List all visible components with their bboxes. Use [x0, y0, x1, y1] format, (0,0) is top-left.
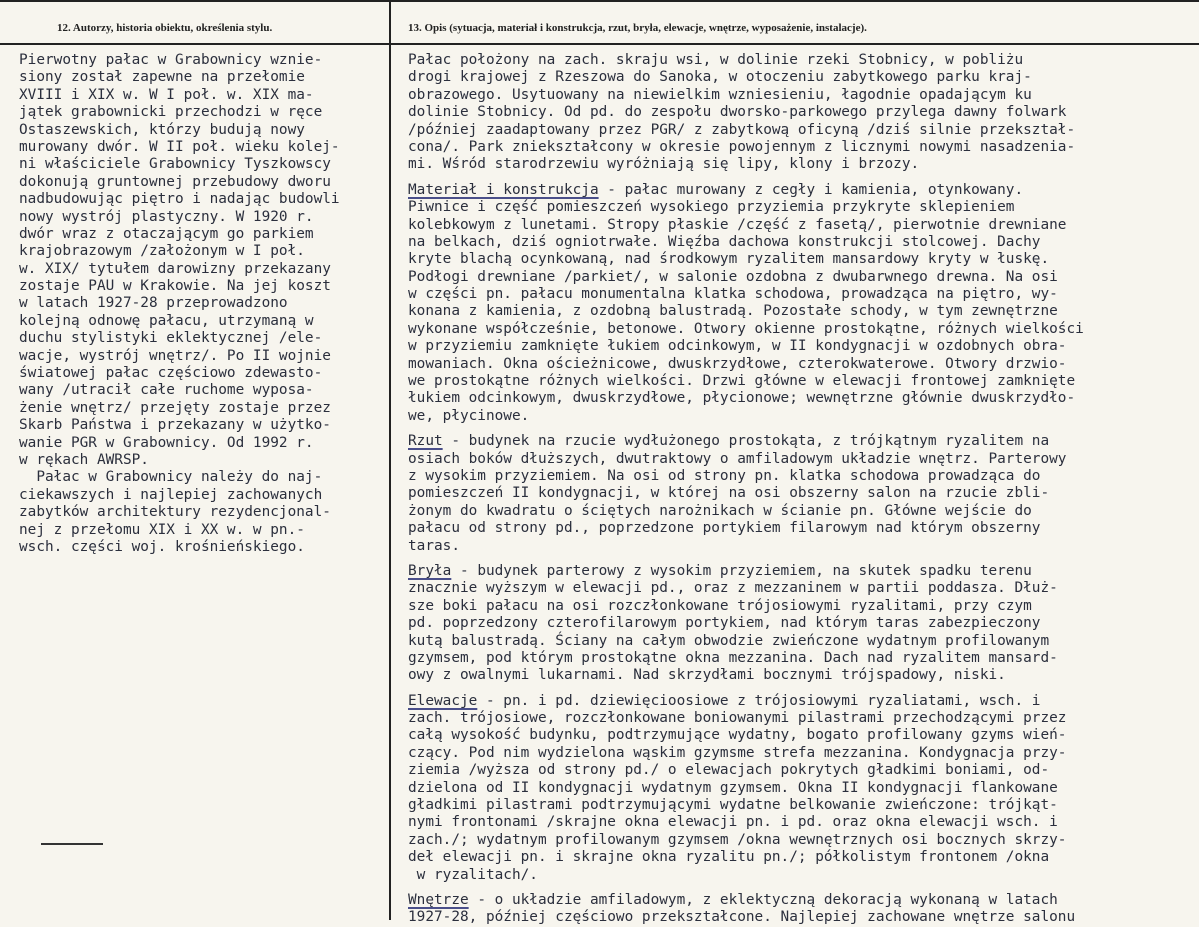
line-text: obrazowego. Usytuowany na niewielkim wzniesieniu, łagodnie opadającym ku — [408, 86, 1032, 103]
line-text: czący. Pod nim wydzielona wąskim gzymsme strefa mezzanina. Kondygnacja przy- — [408, 744, 1067, 761]
right-text-line — [408, 321, 1084, 338]
right-text-line — [408, 182, 1084, 199]
left-text-line: Pałac w Grabownicy należy do naj- — [19, 469, 323, 486]
left-text-line: Pierwotny pałac w Grabownicy wznie- — [19, 52, 323, 68]
right-text-line — [408, 563, 1084, 580]
left-text-line: ciekawszych i najlepiej zachowanych — [19, 486, 323, 503]
right-text-line — [408, 286, 1084, 303]
left-text-line: nowy wystrój plastyczny. W 1920 r. — [19, 208, 314, 225]
line-text: w części pn. pałacu monumentalna klatka schodowa, prowadząca na piętro, wy- — [408, 286, 1058, 303]
right-text-line — [408, 485, 1084, 502]
left-text-line: Ostaszewskich, którzy budują nowy — [19, 121, 305, 138]
line-text: w ryzalitach/. — [408, 866, 538, 883]
line-text: konana z kamienia, z ozdobną balustradą. Pozostałe schody, w tym zewnętrzne — [408, 303, 1058, 320]
right-text-line — [408, 408, 1084, 425]
line-text: kolebkowym z lunetami. Stropy płaskie /część z fasetą/, pierwotnie drewniane — [408, 216, 1067, 233]
right-text-line — [408, 727, 1084, 744]
line-text: z wysokim przyziemiem. Na osi od strony pn. klatka schodowa prowadząca do — [408, 467, 1041, 484]
section-heading: Bryła — [408, 562, 452, 579]
line-text: osiach boków dłuższych, dwutraktowy o amfiladowym układzie wnętrz. Parterowy — [408, 450, 1067, 467]
left-text-line: krajobrazowym /założonym w I poł. — [19, 243, 305, 260]
line-text: pałacu od strony pd., poprzedzone portykiem filarowym nad którym obszerny — [408, 520, 1041, 537]
left-text-line: Skarb Państwa i przekazany w użytko- — [19, 417, 331, 434]
right-text-line — [408, 69, 1084, 86]
line-text: we prostokątne różnych wielkości. Drzwi główne w elewacji frontowej zamknięte — [408, 373, 1076, 390]
line-text: cona/. Park zniekształcony w okresie powojennym z licznymi nowymi nasadzenia- — [408, 138, 1076, 155]
line-text: pomieszczeń II kondygnacji, w której na osi obszerny salon na rzucie zbli- — [408, 485, 1050, 502]
right-text-line — [408, 251, 1084, 268]
left-text-line: XVIII i XIX w. W I poł. w. XIX ma- — [19, 86, 314, 103]
left-text-line: nadbudowując piętro i nadając budowli — [19, 191, 340, 208]
right-text-line — [408, 832, 1084, 849]
line-text: dolinie Stobnicy. Od pd. do zespołu dworsko-parkowego przylega dawny folwark — [408, 104, 1067, 121]
line-text: deł elewacji pn. i skrajne okna ryzalitu pn./; półkolistym frontonem /okna — [408, 849, 1050, 866]
line-text: dzielona od II kondygnacji wydatnym gzymsem. Okna II kondygnacji flankowane — [408, 779, 1058, 796]
left-text-line: zabytków architektury rezydencjonal- — [19, 504, 331, 521]
line-text: wykonane współcześnie, betonowe. Otwory okienne prostokątne, różnych wielkości — [408, 320, 1084, 337]
right-text-line — [408, 710, 1084, 727]
right-text-line — [408, 745, 1084, 762]
right-text-line — [408, 217, 1084, 234]
section-heading: Rzut — [408, 433, 443, 450]
right-text-line — [408, 104, 1084, 121]
line-text: nymi frontonami /skrajne okna elewacji pn. i pd. oraz okna elewacji wsch. i — [408, 814, 1058, 831]
section-gap — [408, 174, 1084, 182]
line-text: pd. poprzedzony czterofilarowym portykiem, nad którym taras zabezpieczony — [408, 615, 1041, 632]
left-text-line: w rękach AWRSP. — [19, 451, 149, 468]
right-text-line — [408, 433, 1084, 450]
right-text-line — [408, 762, 1084, 779]
line-text: - pałac murowany z cegły i kamienia, otynkowany. — [598, 181, 1024, 198]
header-rule — [0, 43, 1199, 45]
left-text-line: światowej pałac częściowo zdewasto- — [19, 365, 323, 382]
left-text-line: dwór wraz z otaczającym go parkiem — [19, 225, 314, 242]
right-text-line — [408, 797, 1084, 814]
line-text: żonym do kwadratu o ściętych narożnikach w ścianie pn. Główne wejście do — [408, 502, 1032, 519]
line-text: gładkimi pilastrami podtrzymującymi wydatne belkowanie zwieńczone: trójkąt- — [408, 797, 1058, 814]
right-text-line — [408, 520, 1084, 537]
line-text: drogi krajowej z Rzeszowa do Sanoka, w otoczeniu zabytkowego parku kraj- — [408, 69, 1032, 86]
right-text-line — [408, 598, 1084, 615]
line-text: łukiem odcinkowym, dwuskrzydłowe, płycionowe; wewnętrzne głównie dwuskrzydło- — [408, 390, 1076, 407]
section-gap — [408, 425, 1084, 433]
right-text-line — [408, 780, 1084, 797]
right-text-line — [408, 892, 1084, 909]
left-text-line: wsch. części woj. krośnieńskiego. — [19, 538, 305, 555]
section-gap — [408, 685, 1084, 693]
right-text-line — [408, 122, 1084, 139]
left-text-line: duchu stylistyki eklektycznej /ele- — [19, 330, 323, 347]
line-text: owy z owalnymi lukarnami. Nad skrzydłami bocznymi trójspadowy, niski. — [408, 667, 1006, 684]
left-text-line: wany /utracił całe ruchome wyposa- — [19, 382, 314, 399]
section-heading: Elewacje — [408, 692, 478, 709]
line-text: we, płycinowe. — [408, 407, 530, 424]
line-text: znacznie wyższym w elewacji pd., oraz z mezzaninem w partii poddasza. Dłuż- — [408, 580, 1058, 597]
right-text-line — [408, 693, 1084, 710]
top-rule — [0, 0, 1199, 2]
line-text: mi. Wśród starodrzewiu wyróżniają się lipy, klony i brzozy. — [408, 156, 920, 173]
right-text-line — [408, 139, 1084, 156]
right-text-line — [408, 87, 1084, 104]
section-heading: Wnętrze — [408, 891, 469, 908]
right-column-text — [408, 52, 1084, 927]
right-text-line — [408, 909, 1084, 926]
left-text-line: zostaje PAU w Krakowie. Na jej koszt — [19, 278, 331, 295]
line-text: - budynek parterowy z wysokim przyziemiem, na skutek spadku terenu — [451, 562, 1032, 579]
line-text: Piwnice i część pomieszczeń wysokiego przyziemia przykryte sklepieniem — [408, 199, 1015, 216]
left-text-line: wanie PGR w Grabownicy. Od 1992 r. — [19, 434, 314, 451]
left-column-text — [19, 52, 385, 556]
line-text: Podłogi drewniane /parkiet/, w salonie ozdobna z dwubarwnego drewna. Na osi — [408, 268, 1058, 285]
left-text-line: jątek grabownicki przechodzi w ręce — [19, 104, 323, 121]
right-text-line — [408, 814, 1084, 831]
line-text: kryte blachą ocynkowaną, nad środkowym ryzalitem mansardowy kryty w łuskę. — [408, 251, 1050, 268]
right-text-line — [408, 303, 1084, 320]
left-text-line: dokonują gruntownej przebudowy dworu — [19, 173, 331, 190]
line-text: na belkach, dziś ogniotrwałe. Więźba dachowa konstrukcji stolcowej. Dachy — [408, 233, 1041, 250]
line-text: taras. — [408, 537, 460, 554]
right-text-line — [408, 650, 1084, 667]
right-text-line — [408, 156, 1084, 173]
line-text: 1927-28, później częściowo przekształcone. Najlepiej zachowane wnętrze salonu — [408, 909, 1076, 926]
right-text-line — [408, 849, 1084, 866]
line-text: mowaniach. Okna ościeżnicowe, dwuskrzydłowe, czterokwaterowe. Otwory drzwio- — [408, 355, 1067, 372]
line-text: zach./; wydatnym profilowanym gzymsem /okna wewnętrznych osi bocznych skrzy- — [408, 831, 1067, 848]
line-text: gzymsem, pod którym prostokątne okna mezzanina. Dach nad ryzalitem mansard- — [408, 649, 1058, 666]
left-column-header: 12. Autorzy, historia obiektu, określenia stylu. — [57, 22, 273, 34]
line-text: całą wysokość budynku, podtrzymujące wydatny, bogato profilowany gzyms wień- — [408, 727, 1067, 744]
line-text: zach. trójosiowe, rozczłonkowane boniowanymi pilastrami przechodzącymi przez — [408, 710, 1067, 727]
line-text: Pałac położony na zach. skraju wsi, w dolinie rzeki Stobnicy, w pobliżu — [408, 52, 1024, 68]
left-column-end-mark — [41, 843, 103, 845]
right-text-line — [408, 338, 1084, 355]
line-text: kutą balustradą. Ściany na całym obwodzie zwieńczone wydatnym profilowanym — [408, 632, 1050, 649]
left-text-line: murowany dwór. W II poł. wieku kolej- — [19, 138, 340, 155]
left-text-line: kolejną odnowę pałacu, utrzymaną w — [19, 312, 314, 329]
line-text: /później zaadaptowany przez PGR/ z zabytkową oficyną /dziś silnie przekształ- — [408, 121, 1076, 138]
column-divider — [389, 0, 391, 920]
left-text-line: ni właściciele Grabownicy Tyszkowscy — [19, 156, 331, 173]
right-text-line — [408, 52, 1084, 69]
left-text-line: wacje, wystrój wnętrz/. Po II wojnie — [19, 347, 331, 364]
right-text-line — [408, 615, 1084, 632]
line-text: w przyziemiu zamknięte łukiem odcinkowym, w II kondygnacji w ozdobnych obra- — [408, 338, 1067, 355]
right-text-line — [408, 468, 1084, 485]
left-text-line: żenie wnętrz/ przejęty zostaje przez — [19, 399, 331, 416]
right-column-header: 13. Opis (sytuacja, materiał i konstrukcja, rzut, bryła, elewacje, wnętrze, wyposażenie, instalacje). — [408, 22, 867, 34]
right-text-line — [408, 269, 1084, 286]
section-heading: Materiał i konstrukcja — [408, 181, 599, 198]
line-text: ziemia /wyższa od strony pd./ o elewacjach pokrytych gładkimi boniami, od- — [408, 762, 1050, 779]
right-text-line — [408, 580, 1084, 597]
line-text: sze boki pałacu na osi rozczłonkowane trójosiowymi ryzalitami, przy czym — [408, 597, 1032, 614]
left-text-line: w. XIX/ tytułem darowizny przekazany — [19, 260, 331, 277]
right-text-line — [408, 373, 1084, 390]
section-gap — [408, 884, 1084, 892]
right-text-line — [408, 356, 1084, 373]
right-text-line — [408, 667, 1084, 684]
right-text-line — [408, 867, 1084, 884]
right-text-line — [408, 234, 1084, 251]
line-text: - pn. i pd. dziewięcioosiowe z trójosiowymi ryzaliatami, wsch. i — [477, 692, 1041, 709]
right-text-line — [408, 633, 1084, 650]
right-text-line — [408, 538, 1084, 555]
right-text-line — [408, 390, 1084, 407]
left-text-line: w latach 1927-28 przeprowadzono — [19, 295, 288, 312]
right-text-line — [408, 503, 1084, 520]
left-text-line: siony został zapewne na przełomie — [19, 69, 305, 86]
section-gap — [408, 555, 1084, 563]
line-text: - o układzie amfiladowym, z eklektyczną dekoracją wykonaną w latach — [468, 891, 1058, 908]
right-text-line — [408, 451, 1084, 468]
line-text: - budynek na rzucie wydłużonego prostokąta, z trójkątnym ryzalitem na — [442, 433, 1050, 450]
left-text-line: nej z przełomu XIX i XX w. w pn.- — [19, 521, 305, 538]
right-text-line — [408, 199, 1084, 216]
